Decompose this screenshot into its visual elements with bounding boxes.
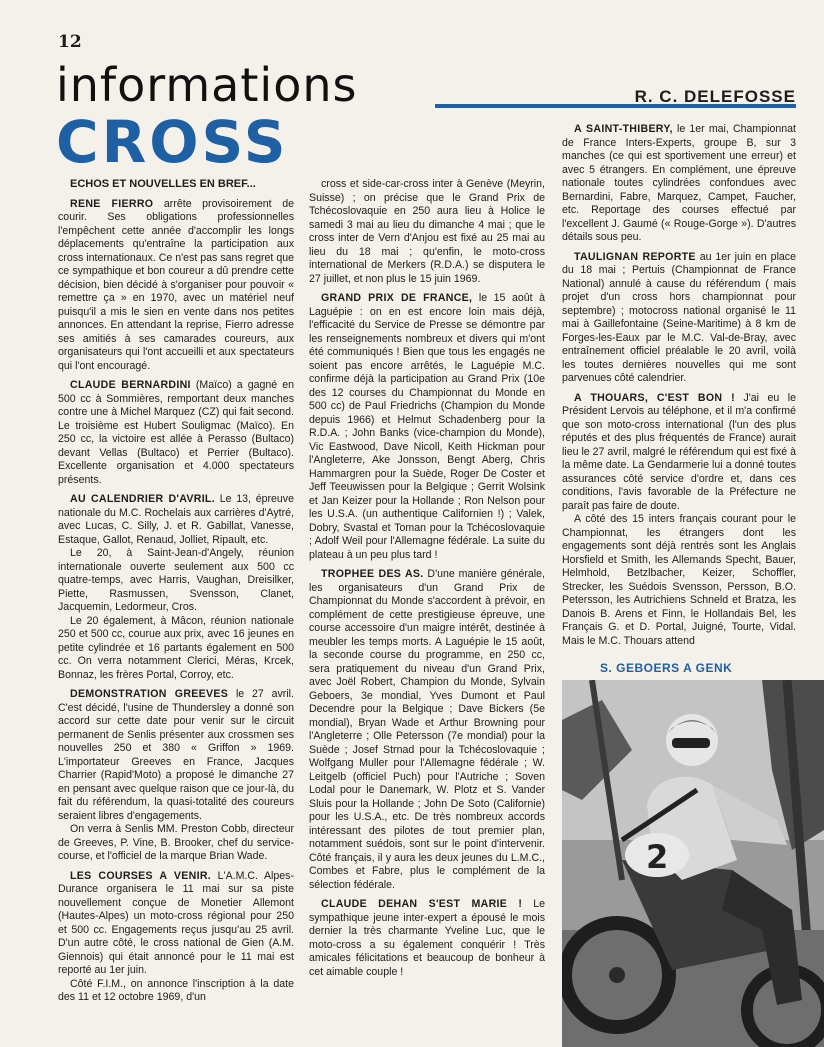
- rider-illustration: [562, 680, 824, 1047]
- article-greeves: DEMONSTRATION GREEVES le 27 avril. C'est décidé, l'usine de Thundersley a donné son accord sur cette date pour venir sur le circuit permanent de Senlis présenter aux crossmen ses nouvelles 250 et 380 « Griffon » 1969. L'importateur Greeves en France, Jacques Charrier (Rapid'Moto) a proposé le dimanche 27 en pensant avec quelque raison que ce jour-là, du fait du référendum, la quasi-totalité des coureurs seraient libres d'engagements.: [58, 688, 294, 822]
- race-number: 2: [646, 838, 669, 876]
- article-courses: LES COURSES A VENIR. L'A.M.C. Alpes-Durance organisera le 11 mai sur sa piste nouvellement conçue de Monetier Allemont (Hautes-Alpes) un moto-cross régional pour 250 et 500 cc. Engagements reçus jusqu'au 25 avril. D'un autre côté, le cross national de Gien (A.M. Giennois) qui était annoncé pour le 11 mai est reporté au 1er juin.: [58, 869, 294, 976]
- article-taulignan: TAULIGNAN REPORTE au 1er juin en place du 18 mai ; Pertuis (Championnat de France National) annulé à cause du référendum ( mais projet d'un cross hors championnat pour septembre) ; motocross national organisé le 11 mai à Gaillefontaine (Seine-Maritime) à 8 km de Forges-les-Eaux par le M.C. Val-de-Bray, avec entraînement officiel préalable le 20 avril, voilà les toutes dernières nouvelles qui me sont parvenues côté calendrier.: [562, 250, 796, 384]
- paragraph: On verra à Senlis MM. Preston Cobb, directeur de Greeves, P. Vine, B. Brooker, chef du service-course, et l'officiel de la marque Brian Wade.: [58, 823, 294, 862]
- motocross-photo: [562, 680, 824, 1047]
- article-bernardini: CLAUDE BERNARDINI (Maïco) a gagné en 500 cc à Sommières, remportant deux manches contre une à Michel Marquez (CZ) qui fait second. Le troisième est Hubert Souligmac (Maïco). En 250 cc, la victoire est allée à Perasso (Bultaco) devant Vellas (Bultaco) et Perrier (Bultaco). Excellente organisation et 4.000 spectateurs présents.: [58, 379, 294, 486]
- title-cross: CROSS: [56, 108, 289, 176]
- article-saint-thibery: A SAINT-THIBERY, le 1er mai, Championnat de France Inters-Experts, groupe B, sur 3 manches (ce qui est sportivement une erreur) et avec 5 étrangers. En complément, une épreuve nationale toutes cylindrées confondues avec Bernardini, Fabre, Marquez, Campet, Faucher, etc. Reportage des courses effectué par l'excellent J. Gaumé (« Rouge-Gorge »). D'autres détails sous peu.: [562, 123, 796, 243]
- column-2: [309, 178, 545, 1033]
- photo-caption: S. GEBOERS A GENK: [600, 661, 733, 675]
- paragraph: cross et side-car-cross inter à Genève (Meyrin, Suisse) ; on précise que le Grand Prix de Tchécoslovaquie en 250 aura lieu à Holice le samedi 3 mai au lieu du dimanche 4 mai ; que le cross inter de Vern d'Anjou est fixé au 25 mai au lieu du 18 mai ; qu'enfin, le moto-cross international de Merkers (R.D.A.) se disputera le 27 juillet, et non plus le 15 juin 1969.: [309, 178, 545, 285]
- paragraph: Le 20 également, à Mâcon, réunion nationale 250 et 500 cc, courue aux prix, avec 16 jeunes en petite cylindrée et 16 partants également en 500 cc. On verra notamment Clerici, Méras, Krcek, Bonnaz, les frères Portal, Corroy, etc.: [58, 614, 294, 681]
- article-thouars: A THOUARS, C'EST BON ! J'ai eu le Président Lervois au téléphone, et il m'a confirmé que son moto-cross international (l'un des plus réputés et des plus fréquentés de France) aurait lieu le 27 avril, malgré le référendum qui est fixé à la même date. La Gendarmerie lui a donné toutes assurances côté service d'ordre et, dans ces conditions, l'avis favorable de la Préfecture ne paraît pas faire de doute.: [562, 391, 796, 512]
- article-trophee: TROPHEE DES AS. D'une manière générale, les organisateurs d'un Grand Prix de Championnat du Monde s'accordent à prévoir, en complément de cette prestigieuse épreuve, une course accessoire d'un maigre intérêt, destinée à meubler les temps morts. A Laguépie le 15 août, la seconde course du programme, en 250 cc, sera pratiquement du niveau d'un Grand Prix, avec Joël Robert, Champion du Monde, Sylvain Geboers, 3e mondial, Yves Dumont et Paul Decendre pour la Belgique ; Dave Bickers (5e mondial), Bryan Wade et Arthur Browning pour l'Angleterre ; Olle Petersson (7e mondial) pour la Suède ; Josef Strnad pour la Tchécoslovaquie ; Wolfgang Muller pour l'Allemagne fédérale ; W. Leitgelb (officiel Puch) pour l'Autriche ; Soven Lodal pour le Danemark, W. Plotz et S. Vander Sluis pour la Hollande ; John De Soto (Californie) pour les U.S.A., etc. De très nombreux accords intéressant des pilotes de tout premier plan, notamment suédois, sont sur le point d'intervenir. Côté français, il y aura les deux jeunes du L.M.C., Combes et Fabre, plus le complément de la sélection fédérale.: [309, 568, 545, 891]
- author-name: R. C. DELEFOSSE: [634, 87, 796, 106]
- article-grand-prix: GRAND PRIX DE FRANCE, le 15 août à Laguépie : on en est encore loin mais déjà, l'efficacité du Service de Presse se démontre par les renseignements nombreux et divers qui m'ont été communiqués ! Bien que tous les engagés ne soient pas encore arrêtés, le Laguépie M.C. confirme déjà la participation au Grand Prix (10e des 12 courses du Championnat du Monde en 500 cc) de Paul Friedrichs (Champion du Monde depuis 1966) et Helmut Schadenberg pour la R.D.A. ; John Banks (vice-champion du Monde), Vic Eastwood, Dave Nicoll, Keith Hickman pour l'Angleterre, Ake Jonsson, Bengt Aberg, Chris Hammargren pour la Suède, Roger De Coster et Jeff Teeuwissen pour la Belgique ; Gerrit Wolsink et Jan Keizer pour la Hollande ; Ron Nelson pour les U.S.A. (un authentique Californien !) ; Valek, Dobry, Svastal et Toman pour la Tchécoslovaquie ; Adolf Weil pour l'Allemagne fédérale. La suite du plateau à un peu plus tard !: [309, 292, 545, 561]
- column-heading: ECHOS ET NOUVELLES EN BREF...: [70, 178, 256, 190]
- paragraph: A côté des 15 inters français courant pour le Championnat, les étrangers dont les engagements sont déjà rentrés sont les Anglais Horsfield et Smith, les Allemands Specht, Bauer, Helmhold, Betzlbacher, Keizer, Schoffler, Strecker, les Suédois Svensson, Persson, B.O. Petersson, les Autrichiens Schneld et Bratza, les Danois B. Arens et Finn, le Hollandais Bel, les Français G. et D. Portal, Juigné, Tourte, Vidal. Mais le M.C. Thouars attend: [562, 513, 796, 647]
- article-dehan: CLAUDE DEHAN S'EST MARIE ! Le sympathique jeune inter-expert a épousé le mois dernier la très charmante Yveline Luc, que le moto-cross a su également conquérir ! Très amicales félicitations et beaucoup de bonheur à cet aimable couple !: [309, 898, 545, 978]
- page-number: 12: [58, 32, 82, 52]
- column-1: [58, 178, 294, 1033]
- article-calendrier: AU CALENDRIER D'AVRIL. Le 13, épreuve nationale du M.C. Rochelais aux carrières d'Aytré, avec Lucas, C. Silly, J. et R. Gabillat, Vanesse, Estaque, Gallot, Renaud, Jolliet, Ripault, etc.: [58, 493, 294, 546]
- column-3: [562, 123, 796, 653]
- title-informations: informations: [56, 58, 358, 112]
- paragraph: Côté F.I.M., on annonce l'inscription à la date des 11 et 12 octobre 1969, d'un: [58, 977, 294, 1003]
- paragraph: Le 20, à Saint-Jean-d'Angely, réunion internationale ouverte seulement aux 500 cc quatre-temps, avec Harris, Vaughan, Dreisilker, Piette, Rasmussen, Svensson, Clanet, Jacquemin, Ledormeur, Cros.: [58, 547, 294, 613]
- article-fierro: RENE FIERRO arrête provisoirement de courir. Ses obligations professionnelles l'empêchent cette année d'accomplir les longs déplacements qu'entraîne la participation aux cross internationaux. Ce n'est pas sans regret que ce sympathique et bon coureur a dû prendre cette décision, bien décidé à s'organiser pour pouvoir « remettre ça » en 1970, avec un matériel neuf puisqu'il a mis le sien en vente dans nos petites annonces. En attendant la reprise, Fierro adresse ses amitiés à ses camarades coureurs, aux organisateurs qui l'ont accueilli et aux spectateurs qui l'ont encouragé.: [58, 197, 294, 372]
